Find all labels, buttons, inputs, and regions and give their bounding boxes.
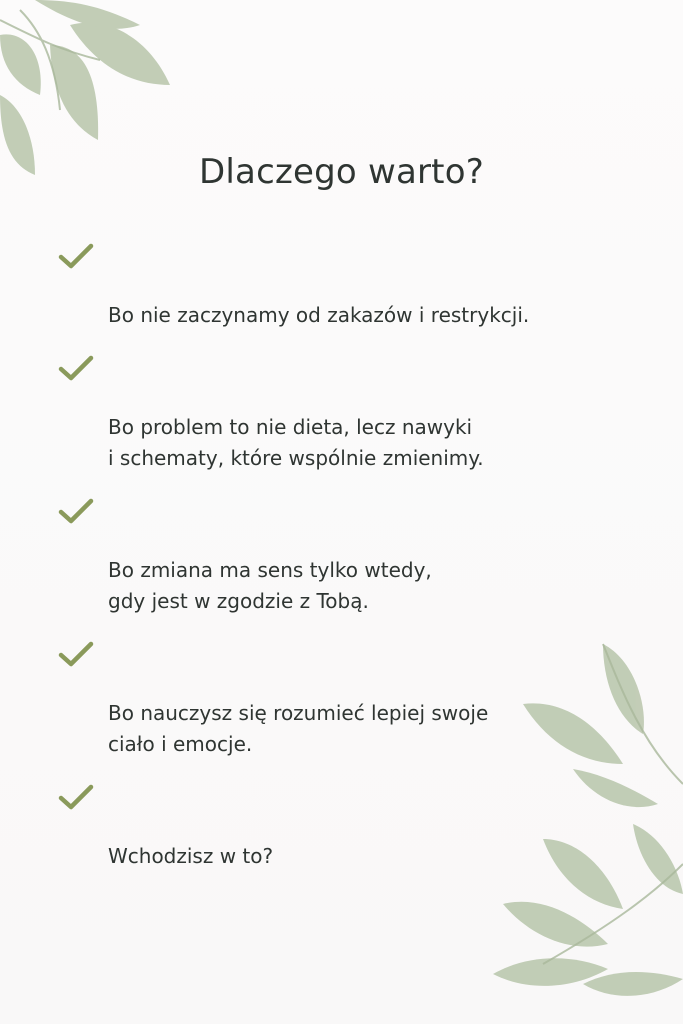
list-item-text: Bo nauczysz się rozumieć lepiej swoje ciało i emocje.	[108, 701, 489, 756]
list-item-text: Bo zmiana ma sens tylko wtedy, gdy jest w zgodzie z Tobą.	[108, 558, 432, 613]
list-item	[56, 350, 656, 474]
list-item-text: Bo nie zaczynamy od zakazów i restrykcji.	[108, 303, 530, 327]
checkmark-icon	[58, 783, 94, 811]
page-title: Dlaczego warto?	[199, 152, 484, 192]
leaf-decoration-bottom	[483, 624, 683, 1024]
checkmark-icon	[58, 497, 94, 525]
checkmark-icon	[58, 640, 94, 668]
list-item	[56, 493, 656, 617]
checkmark-icon	[58, 242, 94, 270]
checkmark-icon	[58, 354, 94, 382]
list-item-text: Bo problem to nie dieta, lecz nawyki i schematy, które wspólnie zmienimy.	[108, 415, 484, 470]
list-item-text: Wchodzisz w to?	[108, 844, 274, 868]
list-item	[56, 238, 656, 331]
